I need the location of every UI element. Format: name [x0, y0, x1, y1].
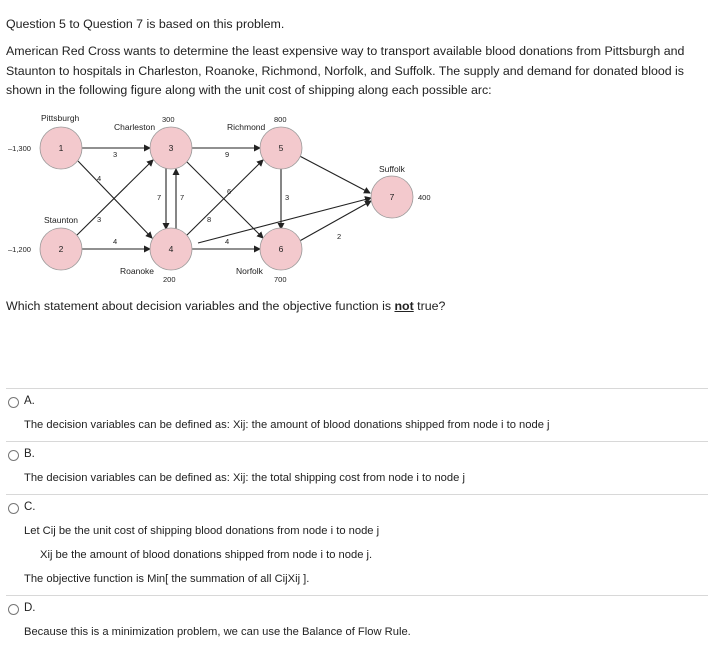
option-c-line-3[interactable]: The objective function is Min[ the summation of all CijXij ].: [24, 573, 310, 585]
divider: [6, 595, 708, 596]
option-a-label[interactable]: A.: [24, 395, 35, 407]
node-id: 5: [278, 143, 284, 153]
supply-label: –1,300: [8, 144, 31, 153]
arc-3-6: [186, 161, 263, 238]
option-b-label[interactable]: B.: [24, 448, 35, 460]
option-d-radio[interactable]: [8, 604, 19, 615]
intro-text: Question 5 to Question 7 is based on this problem.: [6, 17, 285, 31]
arc-label: 8: [207, 215, 212, 224]
arc-label: 7: [157, 193, 162, 202]
network-diagram: [0, 108, 440, 293]
node-id: 4: [168, 244, 174, 254]
node-name: Charleston: [114, 122, 156, 132]
arc-5-7: [292, 152, 370, 193]
node-id: 3: [168, 143, 174, 153]
question-emphasis: not: [394, 299, 414, 313]
arc-4-5: [186, 160, 263, 236]
demand-label: 800: [274, 115, 287, 124]
option-c-line-2[interactable]: Xij be the amount of blood donations shipped from node i to node j.: [40, 549, 373, 561]
divider: [6, 441, 708, 442]
node-name: Suffolk: [379, 164, 405, 174]
arc-label: 4: [225, 237, 230, 246]
option-c-radio[interactable]: [8, 503, 19, 514]
arc-label: 3: [285, 193, 290, 202]
option-d-text[interactable]: Because this is a minimization problem, we can use the Balance of Flow Rule.: [24, 626, 411, 638]
arc-label: 4: [97, 174, 102, 183]
arc-label: 6: [227, 187, 232, 196]
option-a-text[interactable]: The decision variables can be defined as: Xij: the amount of blood donations shipped from node i to node j: [24, 419, 550, 431]
option-c-label[interactable]: C.: [24, 501, 36, 513]
node-name: Pittsburgh: [41, 113, 80, 123]
option-b-text[interactable]: The decision variables can be defined as: Xij: the total shipping cost from node i to node j: [24, 472, 465, 484]
question-text: Which statement about decision variables and the objective function is not true?: [6, 299, 446, 313]
node-id: 6: [278, 244, 284, 254]
node-id: 2: [58, 244, 64, 254]
problem-statement: American Red Cross wants to determine the least expensive way to transport available blood donations from Pittsburgh and Staunton to hospitals in Charleston, Roanoke, Richmond, Norfolk, and Suffolk. The supply and demand for donated blood is shown in the following figure along with the unit cost of shipping along each possible arc:: [6, 44, 685, 97]
demand-label: 400: [418, 193, 431, 202]
node-name: Norfolk: [236, 266, 263, 276]
arc-label: 9: [225, 150, 230, 159]
demand-label: 700: [274, 275, 287, 284]
node-name: Richmond: [227, 122, 266, 132]
divider: [6, 494, 708, 495]
node-name: Roanoke: [120, 266, 155, 276]
arc-label: 3: [113, 150, 118, 159]
demand-label: 200: [163, 275, 176, 284]
option-b-radio[interactable]: [8, 450, 19, 461]
supply-label: –1,200: [8, 245, 31, 254]
option-a-radio[interactable]: [8, 397, 19, 408]
node-name: Staunton: [44, 215, 79, 225]
option-d-label[interactable]: D.: [24, 602, 36, 614]
option-c-line-1[interactable]: Let Cij be the unit cost of shipping blood donations from node i to node j: [24, 525, 380, 537]
arc-label: 2: [337, 232, 342, 241]
node-id: 1: [58, 143, 64, 153]
arc-label: 3: [97, 215, 102, 224]
divider: [6, 388, 708, 389]
arc-label: 7: [180, 193, 185, 202]
demand-label: 300: [162, 115, 175, 124]
node-id: 7: [389, 192, 395, 202]
arc-label: 4: [113, 237, 118, 246]
